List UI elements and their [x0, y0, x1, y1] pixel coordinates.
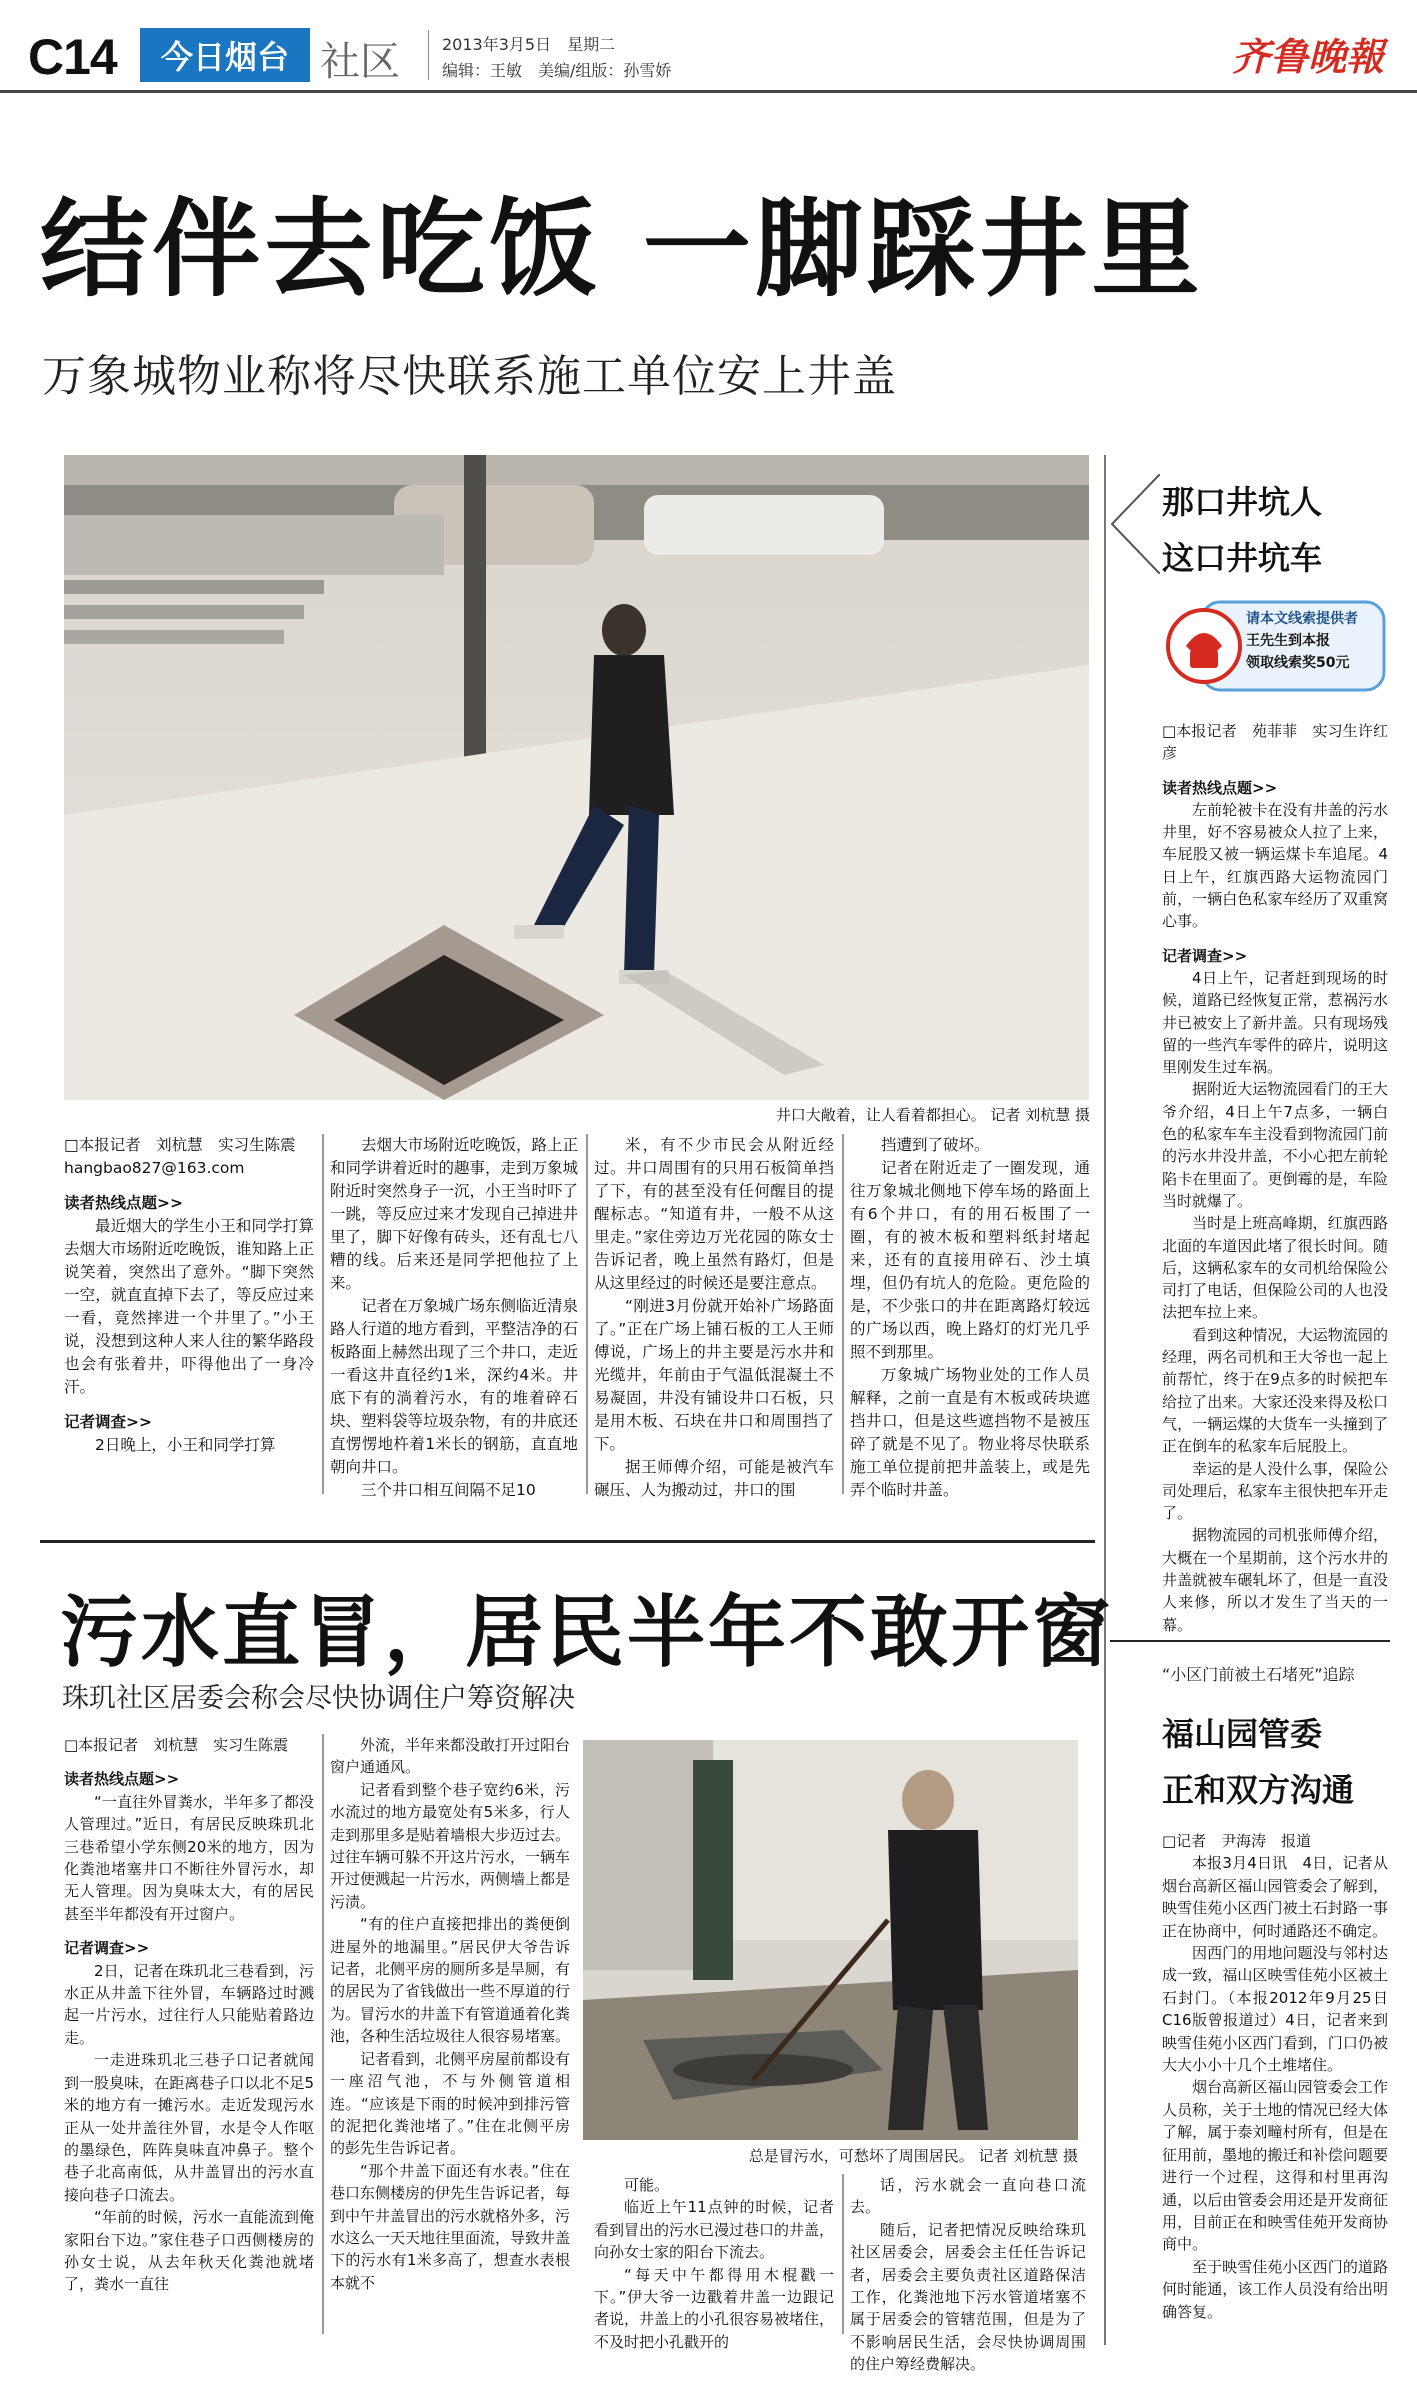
paragraph: 左前轮被卡在没有井盖的污水井里，好不容易被众人拉了上来，车屁股又被一辆运煤卡车追尾。4日上午，红旗西路大运物流园门前，一辆白色私家车经历了双重窝心事。 — [1162, 800, 1388, 931]
paragraph: “年前的时候，污水一直能流到俺家阳台下边。”家住巷子口西侧楼房的孙女士说，从去年秋天化粪池就堵了，粪水一直往 — [64, 2208, 314, 2294]
section-badge: 今日烟台 — [140, 28, 310, 82]
column-rule — [842, 2174, 844, 2334]
section-name: 社区 — [320, 39, 400, 85]
paragraph: 记者在附近走了一圈发现，通往万象城北侧地下停车场的路面上有6个井口，有的用石板围了一圈，有的被木板和塑料纸封堵起来，还有的直接用碎石、沙土填埋，但仍有坑人的危险。更危险的是，不少张口的井在距离路灯较远的广场以西，晚上路灯的灯光几乎照不到那里。 — [850, 1159, 1090, 1361]
sidebar2-body — [1162, 1830, 1388, 2323]
byline: □本报记者 刘杭慧 实习生陈震 — [64, 1736, 289, 1754]
paragraph: “每天中午都得用木棍戳一下。”伊大爷一边戳着井盖一边跟记者说，井盖上的小孔很容易被堵住，不及时把小孔戳开的 — [594, 2265, 835, 2351]
paragraph: 当时是上班高峰期，红旗西路北面的车道因此堵了很长时间。随后，这辆私家车的女司机给保险公司打了电话，但保险公司的人也没法把车拉上来。 — [1162, 1214, 1388, 1322]
paragraph: “刚进3月份就开始补广场路面了。”正在广场上铺石板的工人王师傅说，广场上的井主要是污水井和光缆井，年前由于气温低混凝土不易凝固，井没有铺设井口石板，只是用木板、石块在井口和周围挡了下。 — [594, 1297, 834, 1453]
section-subhead: 记者调查>> — [64, 1939, 150, 1958]
masthead-meta — [442, 32, 671, 84]
byline: □本报记者 刘杭慧 实习生陈震 — [64, 1136, 296, 1154]
column-rule — [322, 1134, 324, 1494]
column-rule — [322, 1734, 324, 2334]
paragraph: “那个井盖下面还有水表。”住在巷口东侧楼房的伊先生告诉记者，每到中午井盖冒出的污水就格外多，污水这么一天天地往里面流，导致井盖下的污水有1米多高了，想查水表根本就不 — [330, 2161, 571, 2292]
masthead-rule — [0, 90, 1417, 93]
paragraph: 一走进珠玑北三巷子口记者就闻到一股臭味，在距离巷子口以北不足5米的地方有一摊污水。走近发现污水正从一处井盖往外冒，水是令人作呕的墨绿色，阵阵臭味直冲鼻子。整个巷子北高南低，从井盖冒出的污水直接向巷子口流去。 — [64, 2051, 314, 2204]
paragraph: 4日上午，记者赶到现场的时候，道路已经恢复正常，惹祸污水井已被安上了新井盖。只有现场残留的一些汽车零件的碎片，说明这里刚发生过车祸。 — [1162, 968, 1388, 1077]
story2-column-3 — [594, 2174, 834, 2353]
paragraph: 可能。 — [624, 2176, 670, 2194]
story2-subheadline: 珠玑社区居委会称会尽快协调住户筹资解决 — [62, 1683, 575, 1714]
story-separator — [40, 1540, 1095, 1543]
sidebar1-body — [1162, 720, 1388, 1636]
paragraph: 记者在万象城广场东侧临近清泉路人行道的地方看到，平整洁净的石板路面上赫然出现了三个井口，走近一看这井直径约1米，深约4米。井底下有的淌着污水，有的堆着碎石块、塑料袋等垃圾杂物，有的井底还直愣愣地杵着1米长的钢筋，直直地朝向井口。 — [330, 1297, 579, 1476]
story1-column-4 — [850, 1134, 1090, 1502]
paragraph: 去烟大市场附近吃晚饭，路上正和同学讲着近时的趣事，走到万象城附近时突然身子一沉，小王当时吓了一跳，等反应过来才发现自己掉进井里了，脚下好像有砖头，还有乱七八糟的线。后来还是同学把他拉了上来。 — [330, 1136, 579, 1292]
paragraph: 据物流园的司机张师傅介绍，大概在一个星期前，这个污水井的井盖就被车碾轧坏了，但是一直没人来修，所以才发生了当天的一幕。 — [1162, 1526, 1388, 1634]
page-number: C14 — [28, 29, 117, 85]
story2-column-1 — [64, 1734, 314, 2296]
hotline-reward-box — [1164, 600, 1386, 692]
paragraph: 记者看到，北侧平房屋前都设有一座沼气池，不与外侧管道相连。“应该是下雨的时候冲到排污管的泥把化粪池堵了。”住在北侧平房的彭先生告诉记者。 — [330, 2049, 571, 2158]
hotline-line: 领取线索奖50元 — [1246, 655, 1350, 671]
paragraph: “一直往外冒粪水，半年多了都没人管理过。”近日，有居民反映珠玑北三巷希望小学东侧20米的地方，因为化粪池堵塞井口不断往外冒污水，却无人管理。因为臭味太大，有的居民甚至半年都没有开过窗户。 — [64, 1792, 314, 1923]
story2-photo — [583, 1740, 1078, 2140]
sidebar1-headline — [1162, 474, 1322, 586]
story1-column-1 — [64, 1134, 314, 1457]
masthead — [0, 0, 1417, 95]
headline-line: 那口井坑人 — [1162, 483, 1323, 521]
section-subhead: 记者调查>> — [64, 1413, 152, 1431]
paragraph: 幸运的是人没什么事，保险公司处理后，私家车主很快把车开走了。 — [1162, 1459, 1388, 1523]
sidebar-separator — [1110, 1640, 1390, 1642]
paragraph: 临近上午11点钟的时候，记者看到冒出的污水已漫过巷口的井盖，向孙女士家的阳台下流去。 — [594, 2198, 835, 2262]
story1-photo-caption: 井口大敞着，让人看着都担心。 记者 刘杭慧 摄 — [775, 1106, 1090, 1124]
headline-line: 福山园管委 — [1162, 1715, 1323, 1753]
sidebar2-kicker: “小区门前被土石堵死”追踪 — [1162, 1665, 1355, 1684]
paragraph: 外流，半年来都没敢打开过阳台窗户通通风。 — [330, 1736, 571, 1777]
hotline-line: 王先生到本报 — [1246, 633, 1330, 649]
paragraph: 挡遭到了破坏。 — [881, 1136, 990, 1154]
paragraph: 2日晚上，小王和同学打算 — [95, 1436, 276, 1454]
sidebar-divider — [1104, 455, 1106, 2345]
masthead-divider — [428, 30, 429, 80]
paragraph: “有的住户直接把排出的粪便倒进屋外的地漏里。”居民伊大爷告诉记者，北侧平房的厕所多是旱厕，有的居民为了省钱做出一些不厚道的行为。冒污水的井盖下有管道通着化粪池，各种生活垃圾往人很容易堵塞。 — [330, 1915, 571, 2046]
street-scene-illustration — [64, 455, 1089, 1100]
column-rule — [842, 1134, 844, 1494]
paragraph: 随后，记者把情况反映给珠玑社区居委会，居委会主任任告诉记者，居委会主要负责社区道路保洁工作，化粪池地下污水管道堵塞不属于居委会的管辖范围，但是为了不影响居民生活，会尽快协调周围的住户筹经费解决。 — [850, 2220, 1086, 2374]
paragraph: 2日，记者在珠玑北三巷看到，污水正从井盖下往外冒，车辆路过时溅起一片污水，过往行人只能贴着路边走。 — [64, 1961, 314, 2047]
paragraph: 三个井口相互间隔不足10 — [361, 1481, 536, 1499]
hotline-text — [1246, 608, 1358, 674]
story2-photo-caption: 总是冒污水，可愁坏了周围居民。 记者 刘杭慧 摄 — [748, 2147, 1078, 2165]
paragraph: 至于映雪佳苑小区西门的道路何时能通，该工作人员没有给出明确答复。 — [1162, 2257, 1388, 2321]
sidebar2-headline — [1162, 1706, 1354, 1818]
paragraph: 话，污水就会一直向巷口流去。 — [850, 2176, 1086, 2217]
story2-headline: 污水直冒，居民半年不敢开窗 — [60, 1588, 1114, 1678]
issue-date: 2013年3月5日 星期二 — [442, 35, 616, 54]
paragraph: 烟台高新区福山园管委会工作人员称，关于土地的情况已经大体了解，属于泰刘疃村所有，但是在征用前，墨地的搬迁和补偿问题要进行一个过程，这得和村里再沟通，以后由管委会用还是开发商征用，目前正在和映雪佳苑开发商协商中。 — [1162, 2078, 1388, 2254]
section-subhead: 读者热线点题>> — [64, 1194, 183, 1212]
byline: □本报记者 苑菲菲 实习生许红彦 — [1162, 722, 1388, 763]
paragraph: 本报3月4日讯 4日，记者从烟台高新区福山园管委会了解到，映雪佳苑小区西门被土石封路一事正在协商中，何时通路还不确定。 — [1162, 1854, 1388, 1940]
paragraph: 据附近大运物流园看门的王大爷介绍，4日上午7点多，一辆白色的私家车车主没看到物流园门前的污水井没井盖，不小心把左前轮陷卡在里面了。更倒霉的是，车险当时就爆了。 — [1162, 1080, 1388, 1210]
alley-scene-illustration — [583, 1740, 1078, 2140]
headline-line: 正和双方沟通 — [1162, 1771, 1355, 1809]
sidebar-notch-icon — [1108, 474, 1160, 574]
editor-credits: 编辑：王敏 美编/组版：孙雪娇 — [442, 61, 672, 80]
byline: □记者 尹海涛 报道 — [1162, 1832, 1312, 1850]
story2-column-2 — [330, 1734, 570, 2294]
section-subhead: 记者调查>> — [1162, 946, 1248, 965]
paragraph: 万象城广场物业处的工作人员解释，之前一直是有木板或砖块遮挡井口，但是这些遮挡物不是被压碎了就是不见了。物业将尽快联系施工单位提前把井盖装上，或是先弄个临时井盖。 — [850, 1366, 1090, 1499]
story1-headline: 结伴去吃饭 一脚踩井里 — [40, 188, 1204, 311]
story1-column-2 — [330, 1134, 578, 1502]
story1-subheadline: 万象城物业称将尽快联系施工单位安上井盖 — [42, 351, 897, 402]
headline-line: 这口井坑车 — [1162, 539, 1323, 577]
paragraph: 看到这种情况，大运物流园的经理，两名司机和王大爷也一起上前帮忙，终于在9点多的时候把车给拉了出来。大家还没来得及松口气，一辆运煤的大货车一头撞到了正在倒车的私家车后屁股上。 — [1162, 1325, 1388, 1456]
story1-photo — [64, 455, 1089, 1100]
newspaper-logo: 齐鲁晚報 — [1232, 34, 1385, 79]
paragraph: 最近烟大的学生小王和同学打算去烟大市场附近吃晚饭，谁知路上正说笑着，突然出了意外。“脚下突然一空，就直直掉下去了，等反应过来一看，竟然摔进一个井里了。”小王说，没想到这种人来人往的繁华路段也会有张着井，吓得他出了一身冷汗。 — [64, 1217, 314, 1396]
story1-column-3 — [594, 1134, 834, 1502]
section-subhead: 读者热线点题>> — [1162, 778, 1278, 797]
section-subhead: 读者热线点题>> — [64, 1770, 180, 1789]
paragraph: 据王师傅介绍，可能是被汽车碾压、人为搬动过，井口的围 — [594, 1458, 834, 1499]
paragraph: 因西门的用地问题没与邻村达成一致，福山区映雪佳苑小区被土石封门。（本报2012年9月25日C16版曾报道过）4日，记者来到映雪佳苑小区西门看到，门口仍被大大小小十几个土堆堵住。 — [1162, 1944, 1388, 2075]
paragraph: 米，有不少市民会从附近经过。井口周围有的只用石板简单挡了下，有的甚至没有任何醒目的提醒标志。“知道有井，一般不从这里走。”家住旁边万光花园的陈女士告诉记者，晚上虽然有路灯，但是从这里经过的时候还是要注意点。 — [594, 1136, 834, 1292]
story2-column-4 — [850, 2174, 1086, 2376]
column-rule — [586, 1134, 588, 1494]
hotline-line: 请本文线索提供者 — [1246, 611, 1358, 627]
paragraph: 记者看到整个巷子宽约6米，污水流过的地方最宽处有5米多，行人走到那里多是贴着墙根大步迈过去。过往车辆可躲不开这片污水，一辆车开过便溅起一片污水，两侧墙上都是污渍。 — [330, 1780, 571, 1911]
reporter-email: hangbao827@163.com — [64, 1159, 245, 1177]
